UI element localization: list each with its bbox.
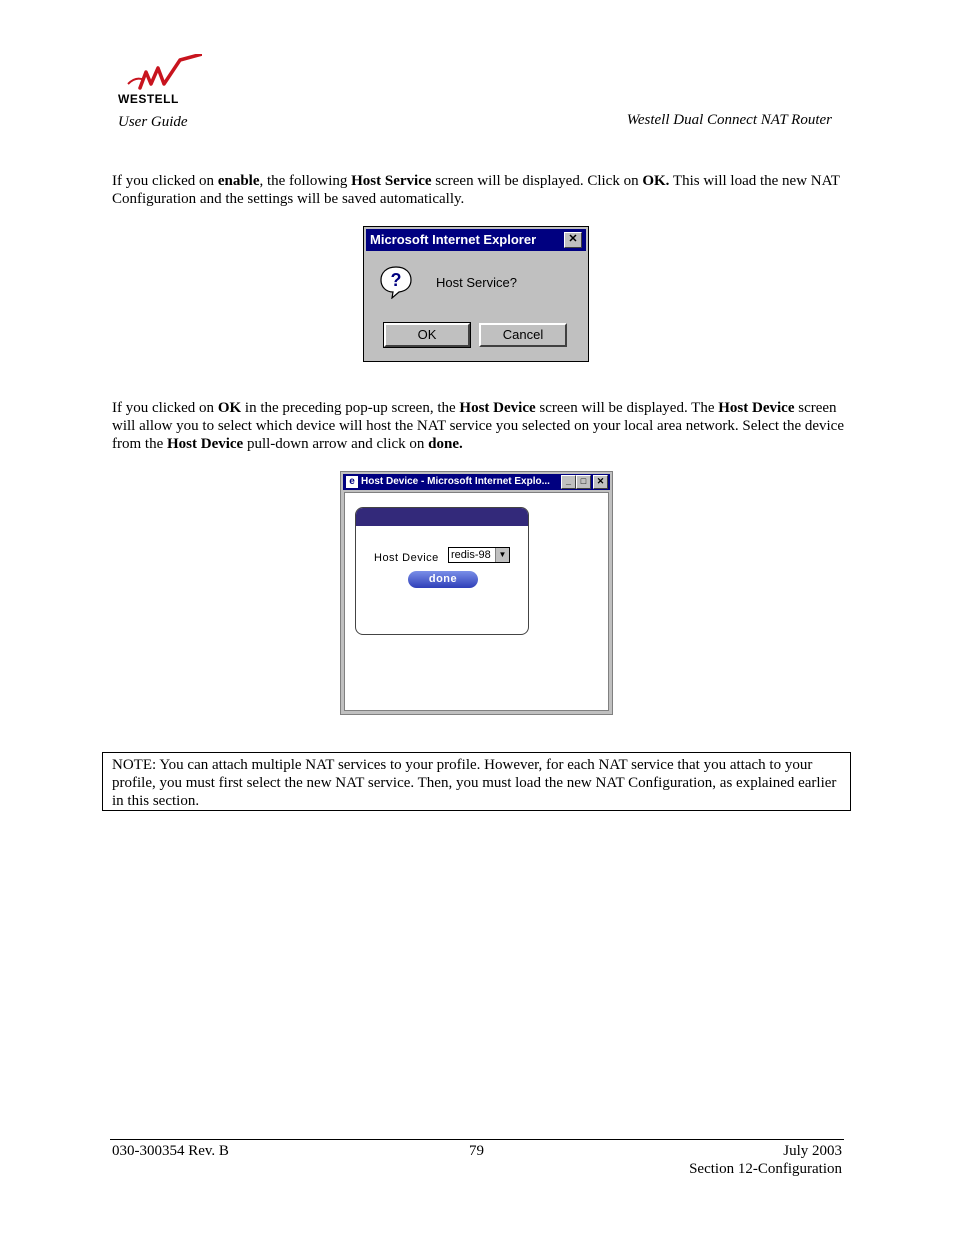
question-icon xyxy=(379,265,413,299)
host-device-selected: redis-98 xyxy=(451,549,491,561)
host-device-select[interactable] xyxy=(448,547,510,563)
host-device-label: Host Device xyxy=(374,552,439,564)
dialog-message: Host Service? xyxy=(436,275,517,290)
footer-rule xyxy=(110,1139,844,1140)
footer-doc-number: 030-300354 Rev. B xyxy=(112,1143,229,1159)
panel-header-bar xyxy=(356,508,528,526)
host-device-window xyxy=(340,471,613,715)
host-service-dialog xyxy=(363,226,589,362)
close-icon[interactable]: ✕ xyxy=(593,475,608,489)
brand-wordmark: WESTELL xyxy=(118,92,179,106)
page-number: 79 xyxy=(469,1143,484,1159)
ok-button[interactable]: OK xyxy=(384,323,470,347)
maximize-icon[interactable]: □ xyxy=(576,475,591,489)
window-content xyxy=(344,492,609,711)
header-left: User Guide xyxy=(118,114,188,130)
paragraph-host-device: If you clicked on OK in the preceding pop-up screen, the Host Device screen will be displayed. The Host Device screen will allow you to select which device will host the NAT service you selected on your local area network. Select the device from the Host Device pull-down arrow and click on done. xyxy=(112,400,844,452)
chevron-down-icon[interactable]: ▼ xyxy=(495,548,509,562)
minimize-icon[interactable]: _ xyxy=(561,475,576,489)
cancel-button[interactable]: Cancel xyxy=(479,323,567,347)
done-button[interactable]: done xyxy=(408,571,478,588)
paragraph-host-service: If you clicked on enable, the following Host Service screen will be displayed. Click on OK. This will load the new NAT Configuration and the settings will be saved automatically. xyxy=(112,173,840,207)
dialog-title: Microsoft Internet Explorer xyxy=(370,232,537,247)
footer-section: Section 12-Configuration xyxy=(689,1161,842,1177)
dialog-title-bar xyxy=(366,229,586,251)
svg-text:?: ? xyxy=(390,270,402,290)
ie-icon: e xyxy=(346,476,358,488)
note-box: NOTE: You can attach multiple NAT services to your profile. However, for each NAT service that you attach to your profile, you must first select the new NAT service. Then, you must load the new NAT Configuration, as explained earlier in this section. xyxy=(102,752,851,811)
header-right: Westell Dual Connect NAT Router xyxy=(626,112,832,128)
host-device-panel xyxy=(355,507,529,635)
close-icon[interactable]: ✕ xyxy=(564,232,582,248)
window-title: Host Device - Microsoft Internet Explo... xyxy=(361,476,550,487)
footer-date: July 2003 xyxy=(783,1143,842,1159)
